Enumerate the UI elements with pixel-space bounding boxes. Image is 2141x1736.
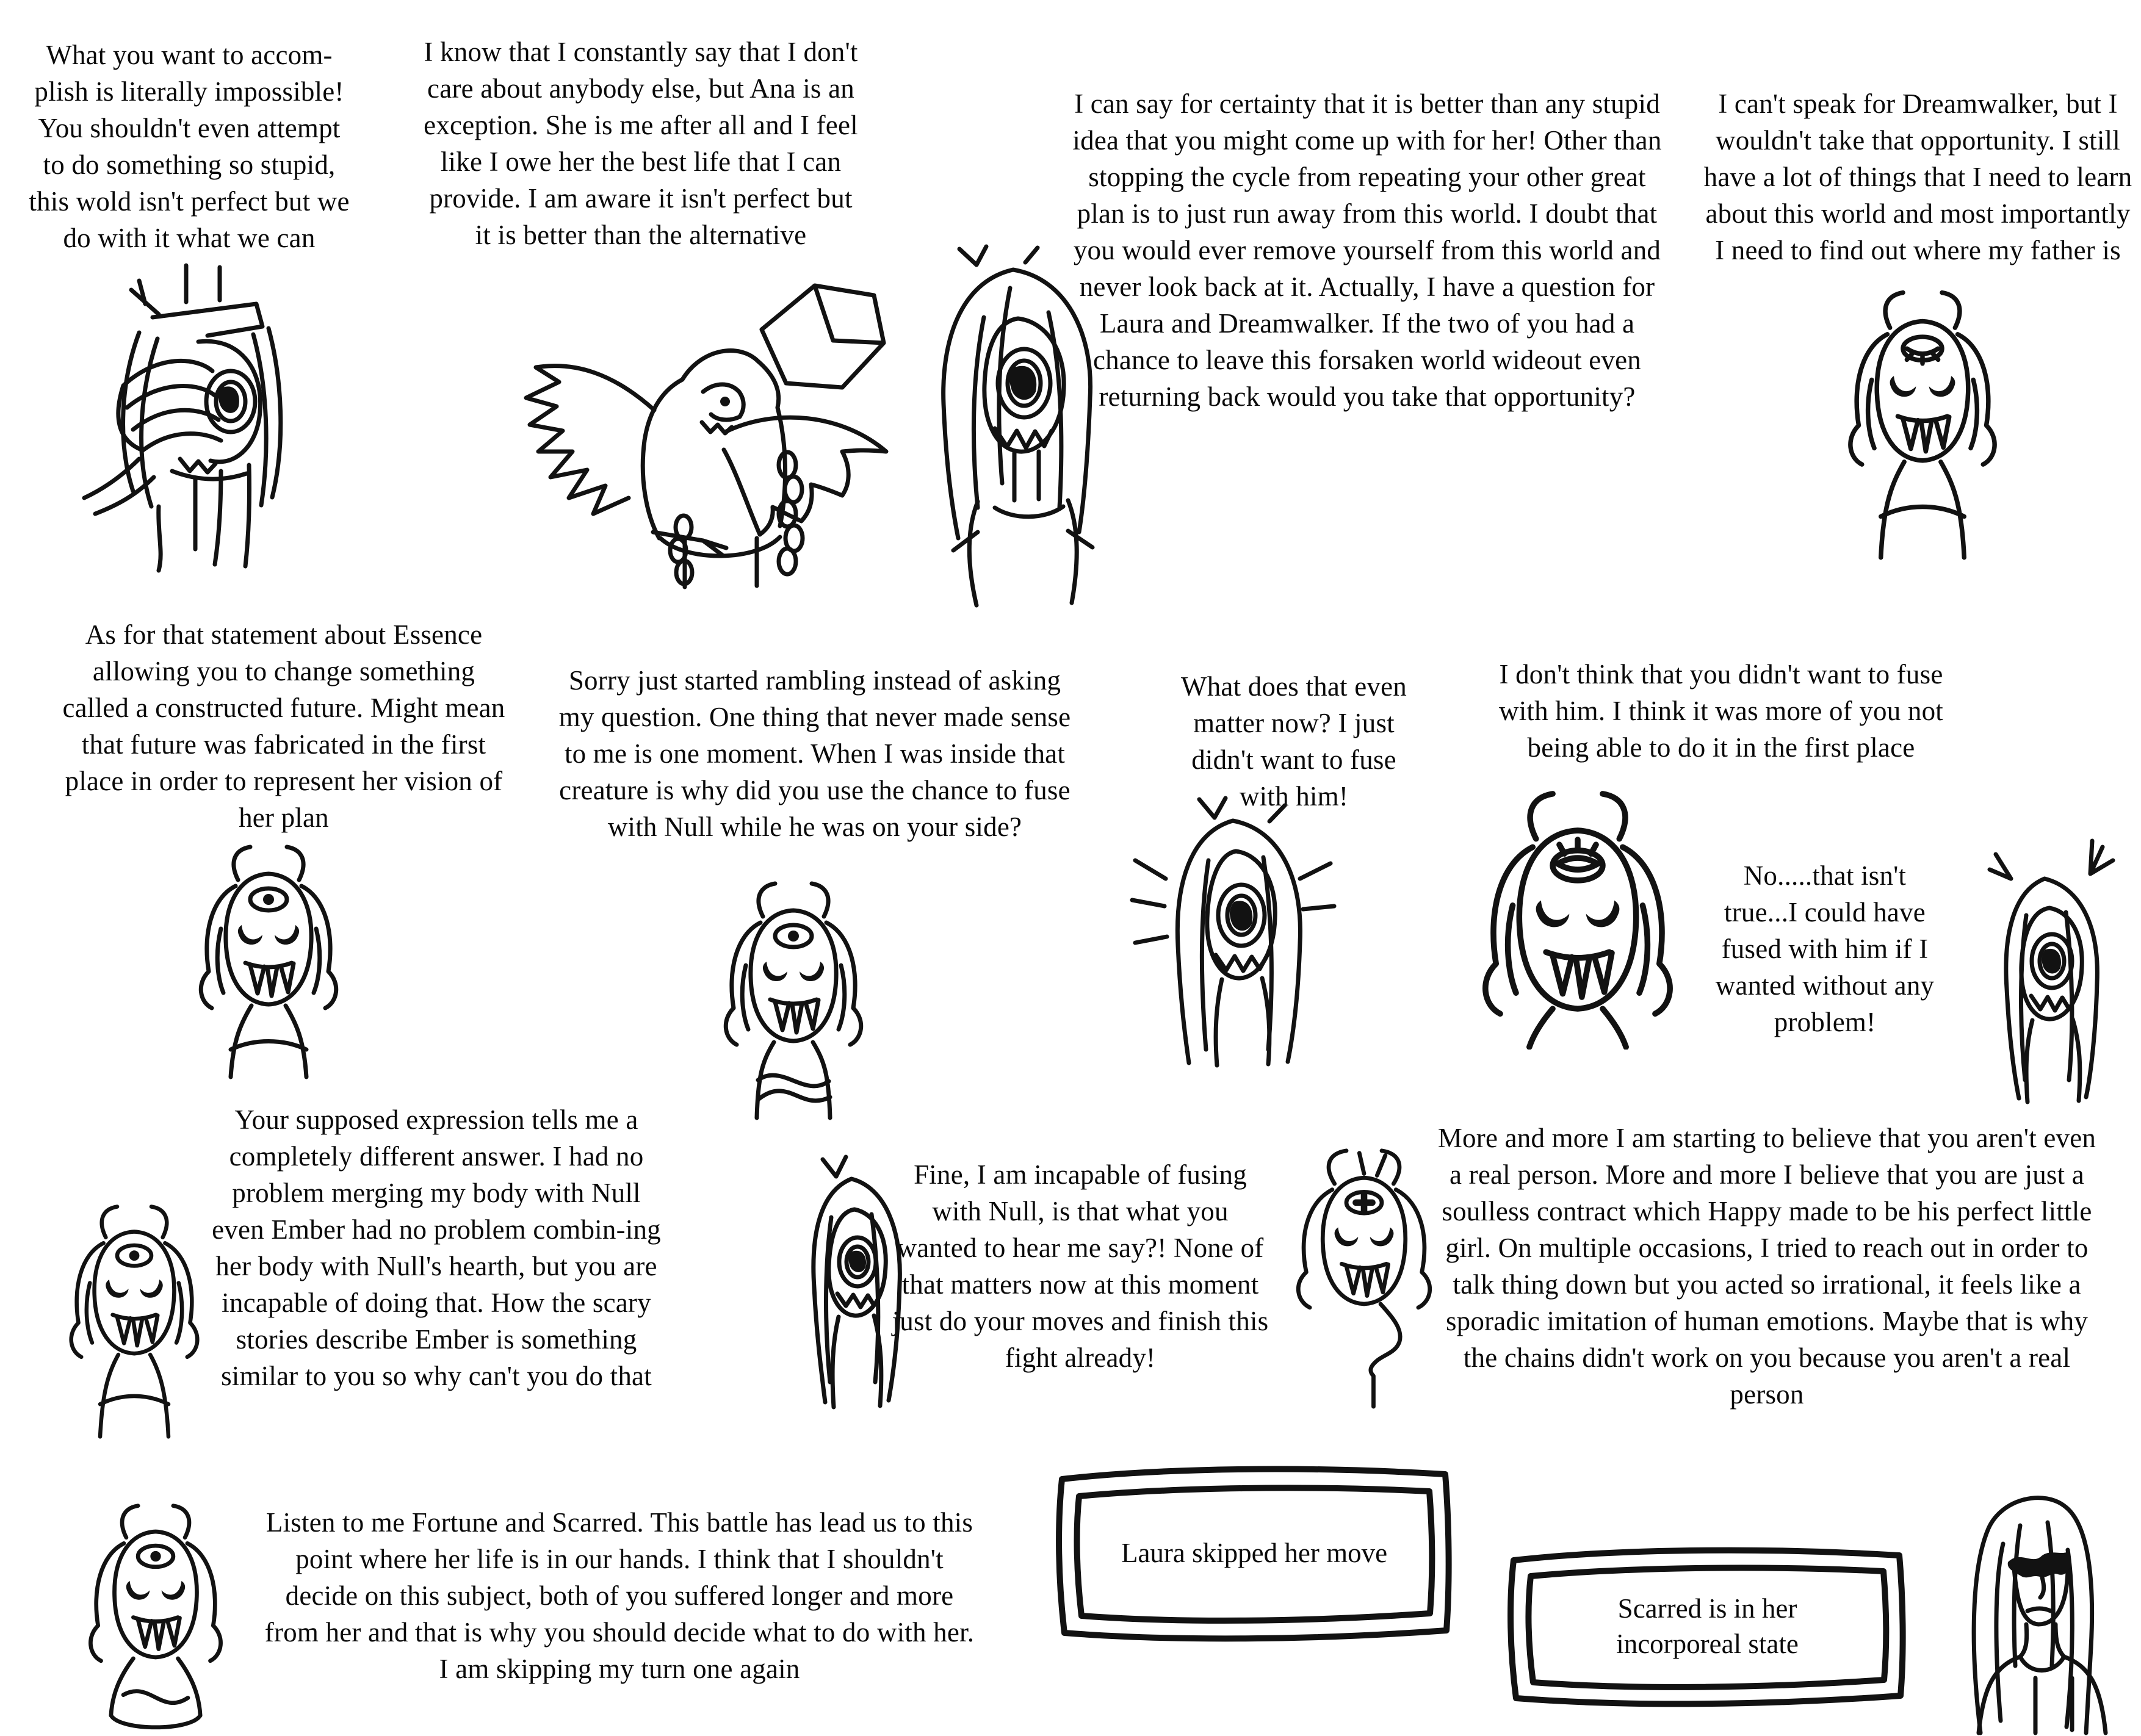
character-facepalm-creature	[67, 256, 323, 574]
dialogue-expression-different-answer: Your supposed expression tells me a completely different answer. I had no problem merging my body with Null even Ember had no problem combin-ing her body with Null's hearth, but you are incapable of doing that. How the scary stories describe Ember is something similar to you so why can't you do that	[212, 1104, 661, 1391]
character-sad-girl	[1923, 1464, 2141, 1736]
dialogue-not-a-real-person: More and more I am starting to believe that you aren't even a real person. More and more I believe that you are just a soulless contract which Happy made to be his perfect little girl. On multiple occasions, I tried to reach out in order to talk thing down but you acted so irrational, it feels like a sporadic imitation of human emotions. Maybe that is why the chains didn't work on you because you aren't a real person	[1437, 1123, 2096, 1410]
dialogue-impossible: What you want to accom-plish is literally impossible! You shouldn't even attempt to do something so stupid, this wold isn't perfect but we do with it what we can	[29, 40, 350, 253]
status-text-scarred-incorporeal: Scarred is in her incorporeal state	[1616, 1593, 1799, 1659]
character-winged-chained-creature	[500, 268, 891, 628]
dialogue-run-away-question: I can say for certainty that it is better than any stupid idea that you might come up with for her! Other than stopping the cycle from repeating your other great plan is to just run away from this world. I doubt that you would ever remove yourself from this world and never look back at it. Actually, I have a question for Laura and Dreamwalker. If the two of you had a chance to leave this forsaken world wideout even returning back would you take that opportunity?	[1072, 88, 1662, 412]
status-box-laura-skipped	[1050, 1458, 1459, 1648]
dialogue-wouldnt-take-opportunity: I can't speak for Dreamwalker, but I wouldn't take that opportunity. I still have a lot of things that I need to learn about this world and most importantly I need to find out where my father is	[1703, 88, 2132, 265]
dialogue-fuse-question: Sorry just started rambling instead of asking my question. One thing that never made sense to me is one moment. When I was inside that creature is why did you use the chance to fuse with Null while he was on your side?	[558, 665, 1071, 842]
dialogue-constructed-future: As for that statement about Essence allowing you to change something called a constructed future. Might mean that future was fabricated in the first place in order to represent her vision of her plan	[62, 619, 505, 833]
status-text-laura-skipped: Laura skipped her move	[1121, 1538, 1388, 1568]
dialogue-didnt-want-to-fuse: What does that even matter now? I just didn't want to fuse with him!	[1181, 671, 1407, 812]
dialogue-skipping-turn: Listen to me Fortune and Scarred. This battle has lead us to this point where her life is in our hands. I think that I shouldn't decide on this subject, both of you suffered longer and more from her and that is why you should decide what to do with her. I am skipping my turn one again	[264, 1507, 975, 1684]
character-masked-horned-creature-row2-left	[177, 842, 360, 1080]
character-masked-creature-lashed-eye	[1453, 787, 1703, 1050]
character-masked-creature-sitting	[67, 1501, 244, 1736]
character-masked-horned-creature-top-right	[1825, 287, 2020, 561]
character-masked-creature-cross-pupil	[1276, 1147, 1453, 1410]
character-torn-face-creature-row3	[763, 1153, 934, 1410]
character-masked-creature-row3-left	[49, 1202, 220, 1440]
character-antlered-torn-face-creature	[1953, 836, 2141, 1104]
dialogue-denial: No.....that isn't true...I could have fused with him if I wanted without any problem!	[1715, 860, 1935, 1037]
character-masked-creature-crossed-arms	[696, 879, 891, 1123]
status-box-scarred-incorporeal	[1501, 1541, 1913, 1712]
character-one-eyed-long-haired-creature	[885, 244, 1141, 622]
dialogue-not-being-able: I don't think that you didn't want to fuse with him. I think it was more of you not being able to do it in the first place	[1499, 659, 1943, 763]
dialogue-ana-exception: I know that I constantly say that I don't care about anybody else, but Ana is an exception. She is me after all and I feel like I owe her the best life that I can provide. I am aware it isn't perfect but it is better than the alternative	[424, 37, 858, 250]
dialogue-fine-incapable: Fine, I am incapable of fusing with Null, is that what you wanted to hear me say?! None of that matters now at this moment just do your moves and finish this fight already!	[892, 1159, 1269, 1373]
character-torn-face-creature-row2	[1117, 793, 1349, 1068]
